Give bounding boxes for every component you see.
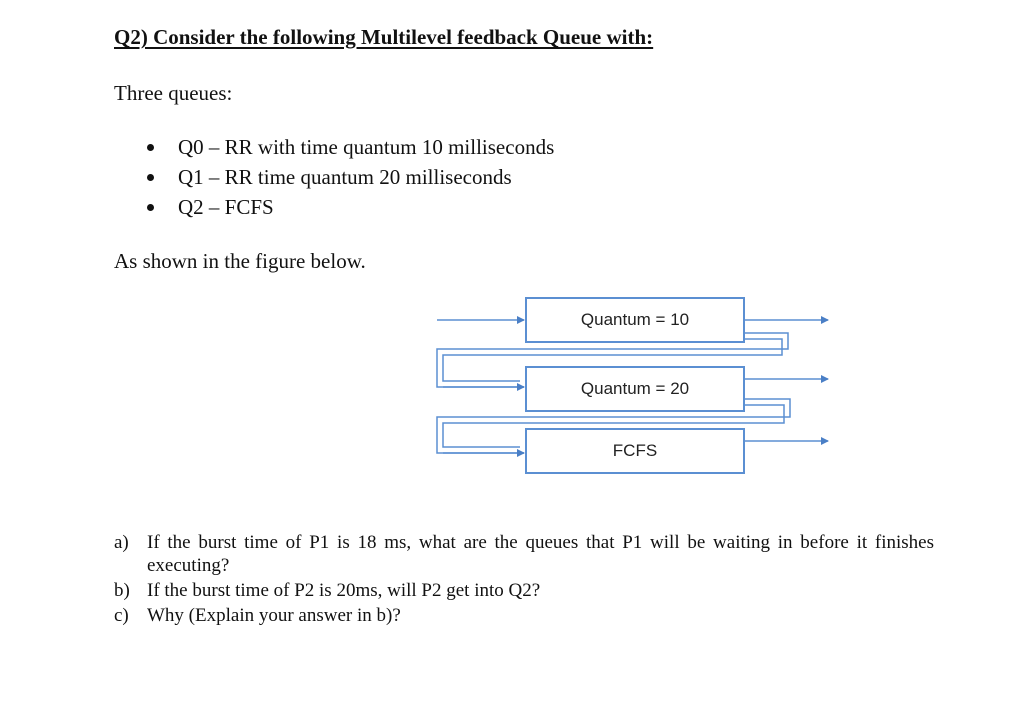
bullet-dot-icon [147, 144, 154, 151]
list-item [114, 604, 934, 627]
queue-description: Q1 – RR time quantum 20 milliseconds [178, 165, 512, 189]
question-text: If the burst time of P1 is 18 ms, what are the queues that P1 will be waiting in before it finishes executing? [147, 532, 934, 576]
question-letter: b) [114, 580, 130, 601]
queue-description: Q0 – RR with time quantum 10 milliseconds [178, 135, 555, 159]
queue-box-q1: Quantum = 20 [525, 366, 745, 412]
queue-box-q2: FCFS [525, 428, 745, 474]
question-list [114, 531, 934, 629]
list-item [114, 579, 934, 602]
intro-text: Three queues: [114, 81, 233, 105]
queue-list [140, 132, 554, 222]
question-text: Why (Explain your answer in b)? [147, 605, 401, 626]
figure-caption: As shown in the figure below. [114, 249, 366, 273]
queue-description: Q2 – FCFS [178, 195, 274, 219]
question-text: If the burst time of P2 is 20ms, will P2 get into Q2? [147, 580, 541, 601]
bullet-dot-icon [147, 174, 154, 181]
list-item [140, 192, 554, 222]
list-item [140, 132, 554, 162]
question-letter: c) [114, 605, 129, 626]
question-heading: Q2) Consider the following Multilevel feedback Queue with: [114, 25, 654, 49]
question-letter: a) [114, 532, 129, 553]
list-item [140, 162, 554, 192]
bullet-dot-icon [147, 204, 154, 211]
list-item [114, 531, 934, 577]
queue-box-q0: Quantum = 10 [525, 297, 745, 343]
